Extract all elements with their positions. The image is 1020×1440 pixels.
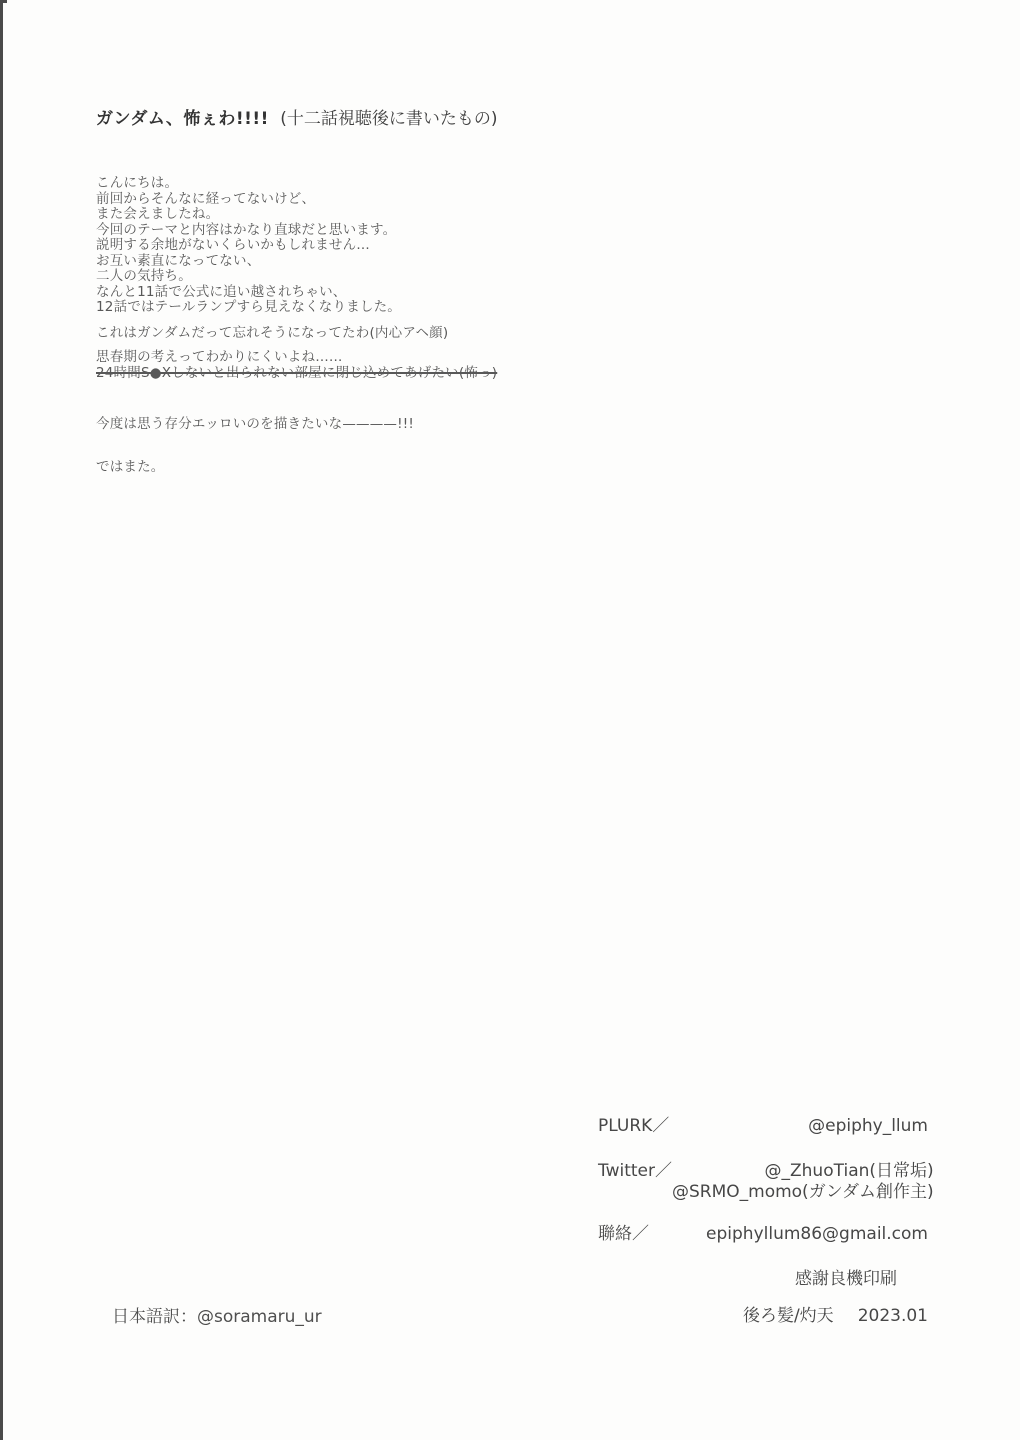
body-line: また会えましたね。: [96, 206, 220, 222]
scan-edge-top: [0, 0, 7, 3]
body-line: なんと11話で公式に追い越されちゃい、: [96, 283, 347, 300]
twitter-handles: [672, 1161, 934, 1203]
title-main: ガンダム、怖ぇわ!!!!: [96, 109, 269, 129]
body-line: こんにちは。: [96, 175, 179, 191]
body-line: 二人の気持ち。: [96, 268, 192, 284]
printer-name: 感謝良機印刷: [795, 1269, 897, 1289]
body-line: 12話ではテールランプすら見えなくなりました。: [96, 299, 402, 315]
paragraph-signoff: [96, 460, 656, 476]
colophon: [598, 1306, 928, 1327]
translator-credit: 日本語訳：@soramaru_ur: [112, 1307, 322, 1327]
body-line: ではまた。: [96, 458, 165, 475]
paragraph-wish: [96, 417, 656, 433]
paragraph-aside: [96, 326, 656, 342]
contact-label: 聯絡／: [598, 1224, 649, 1244]
body-line: これはガンダムだって忘れそうになってたわ(内心アヘ顔): [96, 324, 449, 341]
credit-row-plurk: [598, 1116, 928, 1137]
printer-credit: [598, 1269, 928, 1290]
credit-row-twitter: [598, 1161, 934, 1203]
twitter-label: Twitter／: [598, 1161, 672, 1181]
colophon-title: 後ろ髪/灼天: [742, 1306, 834, 1326]
plurk-label: PLURK／: [598, 1116, 670, 1136]
paragraph-joke: [96, 350, 656, 381]
paragraph-greeting: [96, 176, 656, 316]
body-line: お互い素直になってない、: [96, 252, 261, 269]
body-line-strikethrough: 24時間S●Xしないと出られない部屋に閉じ込めてあげたい(怖っ): [96, 364, 498, 381]
body-line: 今回のテーマと内容はかなり直球だと思います。: [96, 221, 397, 238]
plurk-handle: @epiphy_llum: [808, 1116, 928, 1136]
body-line: 思春期の考えってわかりにくいよね……: [96, 349, 343, 365]
page-title: [96, 108, 498, 130]
twitter-handle-gundam: @SRMO_momo(ガンダム創作主): [671, 1182, 934, 1202]
scan-edge-left: [0, 0, 3, 1440]
title-subtitle: (十二話視聴後に書いたもの): [280, 109, 498, 129]
contact-email: epiphyllum86@gmail.com: [706, 1224, 928, 1244]
colophon-date: 2023.01: [857, 1306, 928, 1326]
body-line: 説明する余地がないくらいかもしれません…: [96, 237, 370, 253]
credit-row-contact: [598, 1224, 928, 1245]
body-line: 前回からそんなに経ってないけど、: [96, 190, 316, 207]
body-line: 今度は思う存分エッロいのを描きたいな————!!!: [96, 416, 414, 432]
twitter-handle-daily: @_ZhuoTian(日常垢): [764, 1161, 934, 1181]
afterword-body: [96, 176, 656, 475]
